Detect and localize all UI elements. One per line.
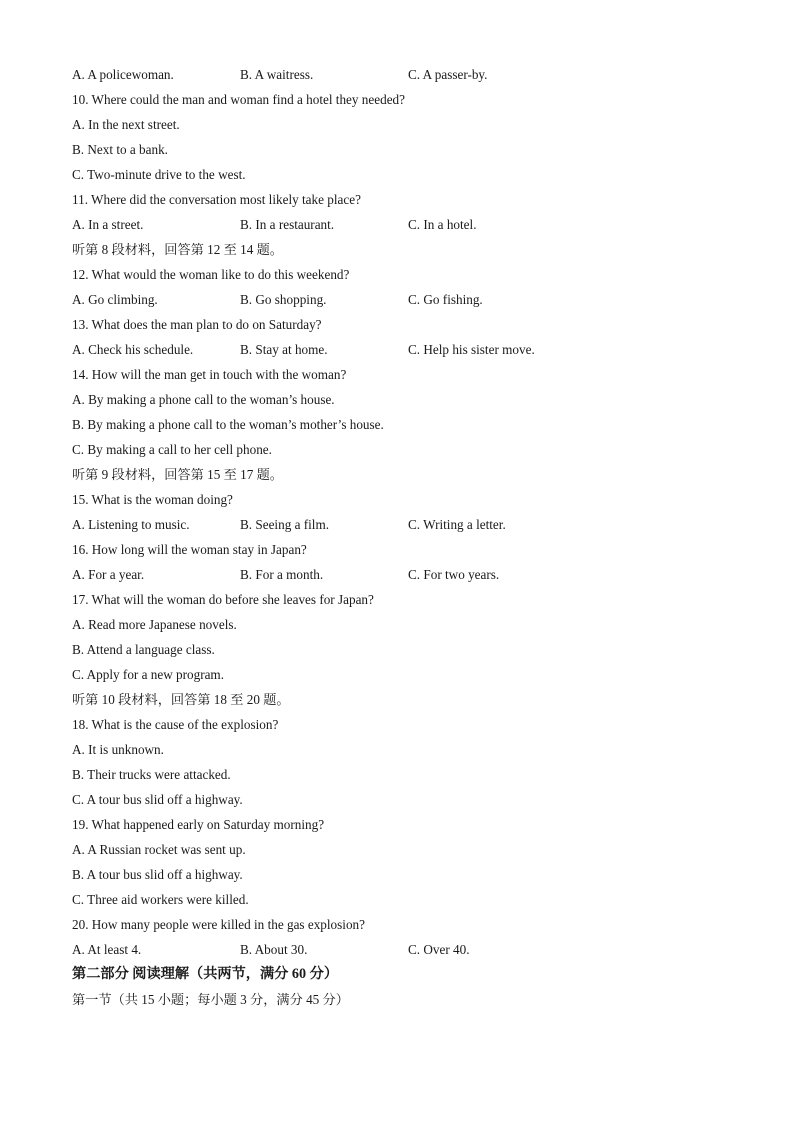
- q19-option-b: B. A tour bus slid off a highway.: [72, 867, 243, 882]
- q15-option-c: C. Writing a letter.: [408, 517, 506, 532]
- q15-option-b: B. Seeing a film.: [240, 517, 330, 532]
- q9-option-b: B. A waitress.: [240, 67, 314, 82]
- q17-option-a: A. Read more Japanese novels.: [72, 617, 237, 632]
- exam-page: [72, 62, 752, 1012]
- section-1-title: 第一节（共 15 小题；每小题 3 分，满分 45 分）: [72, 992, 349, 1007]
- question-9-options: [72, 62, 752, 87]
- q19-option-a: A. A Russian rocket was sent up.: [72, 842, 246, 857]
- question-20: 20. How many people were killed in the gas explosion?: [72, 917, 365, 932]
- q18-option-b: B. Their trucks were attacked.: [72, 767, 231, 782]
- part-2-title: 第二部分 阅读理解（共两节，满分 60 分）: [72, 966, 339, 982]
- q18-option-c: C. A tour bus slid off a highway.: [72, 792, 243, 807]
- q13-option-a: A. Check his schedule.: [72, 342, 194, 357]
- q12-option-b: B. Go shopping.: [240, 292, 327, 307]
- q10-option-b: B. Next to a bank.: [72, 142, 168, 157]
- question-10: 10. Where could the man and woman find a hotel they needed?: [72, 92, 405, 107]
- question-11-options: [72, 212, 752, 237]
- question-15-options: [72, 512, 752, 537]
- question-16: 16. How long will the woman stay in Japan?: [72, 542, 307, 557]
- question-17: 17. What will the woman do before she leaves for Japan?: [72, 592, 374, 607]
- q14-option-c: C. By making a call to her cell phone.: [72, 442, 272, 457]
- q17-option-b: B. Attend a language class.: [72, 642, 215, 657]
- q13-option-b: B. Stay at home.: [240, 342, 328, 357]
- instruction-passage-8: 听第 8 段材料，回答第 12 至 14 题。: [72, 242, 283, 257]
- q9-option-a: A. A policewoman.: [72, 67, 174, 82]
- question-15: 15. What is the woman doing?: [72, 492, 233, 507]
- instruction-passage-10: 听第 10 段材料，回答第 18 至 20 题。: [72, 692, 290, 707]
- question-18: 18. What is the cause of the explosion?: [72, 717, 279, 732]
- q20-option-b: B. About 30.: [240, 942, 308, 957]
- q14-option-a: A. By making a phone call to the woman’s house.: [72, 392, 335, 407]
- q11-option-c: C. In a hotel.: [408, 217, 477, 232]
- q9-option-c: C. A passer-by.: [408, 67, 488, 82]
- q16-option-a: A. For a year.: [72, 567, 145, 582]
- q11-option-b: B. In a restaurant.: [240, 217, 335, 232]
- q10-option-a: A. In the next street.: [72, 117, 180, 132]
- q14-option-b: B. By making a phone call to the woman’s mother’s house.: [72, 417, 384, 432]
- q18-option-a: A. It is unknown.: [72, 742, 164, 757]
- question-12-options: [72, 287, 752, 312]
- q19-option-c: C. Three aid workers were killed.: [72, 892, 249, 907]
- q12-option-c: C. Go fishing.: [408, 292, 483, 307]
- question-12: 12. What would the woman like to do this weekend?: [72, 267, 350, 282]
- question-19: 19. What happened early on Saturday morning?: [72, 817, 325, 832]
- q15-option-a: A. Listening to music.: [72, 517, 190, 532]
- question-20-options: [72, 937, 752, 962]
- question-11: 11. Where did the conversation most likely take place?: [72, 192, 361, 207]
- q16-option-c: C. For two years.: [408, 567, 500, 582]
- question-16-options: [72, 562, 752, 587]
- question-14: 14. How will the man get in touch with the woman?: [72, 367, 347, 382]
- question-13: 13. What does the man plan to do on Saturday?: [72, 317, 322, 332]
- q13-option-c: C. Help his sister move.: [408, 342, 535, 357]
- q11-option-a: A. In a street.: [72, 217, 144, 232]
- q17-option-c: C. Apply for a new program.: [72, 667, 224, 682]
- q12-option-a: A. Go climbing.: [72, 292, 158, 307]
- q16-option-b: B. For a month.: [240, 567, 324, 582]
- q20-option-c: C. Over 40.: [408, 942, 470, 957]
- q10-option-c: C. Two-minute drive to the west.: [72, 167, 246, 182]
- q20-option-a: A. At least 4.: [72, 942, 142, 957]
- instruction-passage-9: 听第 9 段材料，回答第 15 至 17 题。: [72, 467, 283, 482]
- question-13-options: [72, 337, 752, 362]
